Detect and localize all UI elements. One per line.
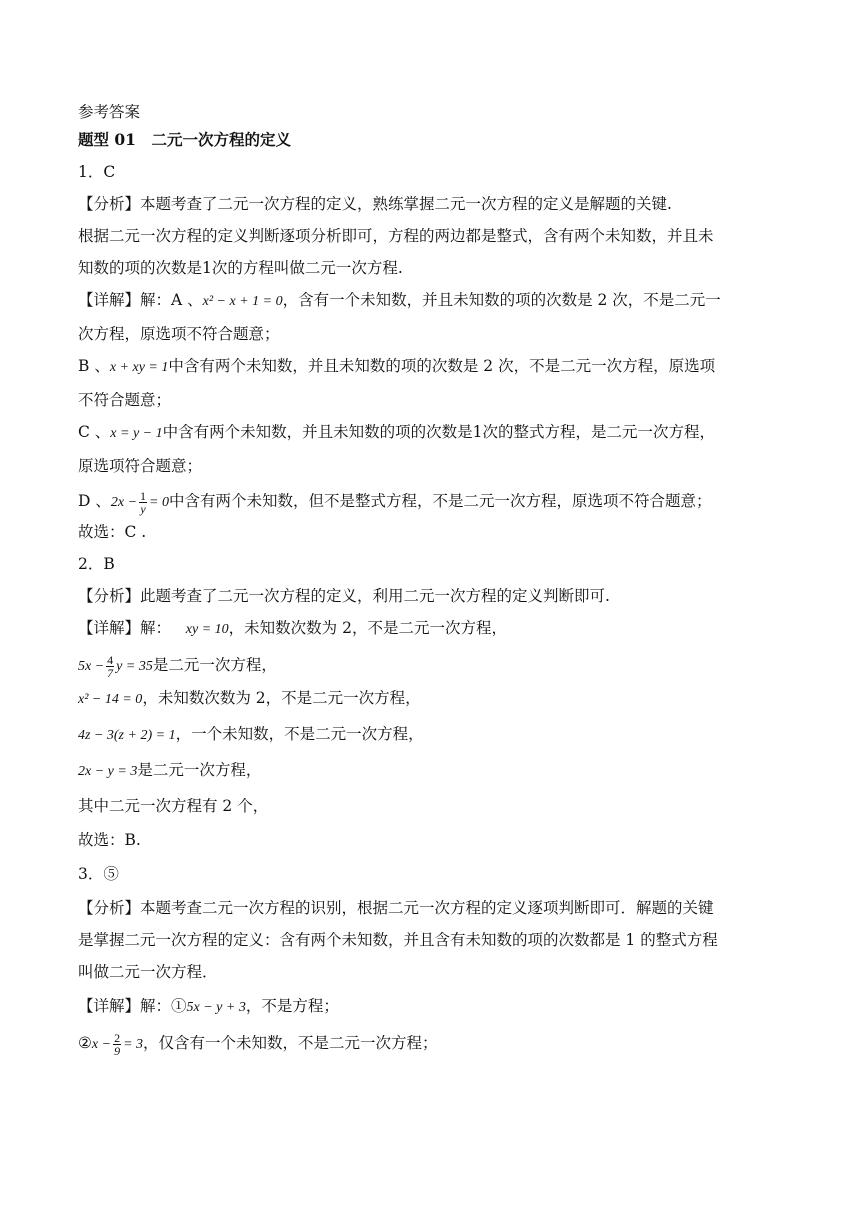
frac-numerator: 2 <box>114 1030 121 1045</box>
q2-math-2b: y = 35 <box>116 659 153 674</box>
q1-detail-d-prefix: D 、 <box>78 492 111 510</box>
q2-line-2 <box>78 650 788 682</box>
q1-analysis-3: 知数的项的次数是1次的方程叫做二元一次方程. <box>78 259 403 277</box>
q2-line-5 <box>78 760 788 782</box>
frac-numerator: 1 <box>140 488 147 503</box>
q1-detail-d-text: 中含有两个未知数，但不是整式方程，不是二元一次方程，原选项不符合题意； <box>168 492 712 510</box>
q2-line-4 <box>78 724 788 746</box>
q1-detail-c-cont: 原选项符合题意； <box>78 457 203 475</box>
q3-analysis-3: 叫做二元一次方程． <box>78 963 218 981</box>
q3-item2-text: ，仅含有一个未知数，不是二元一次方程； <box>143 1034 438 1052</box>
q3-item2-math-a: x − <box>91 1037 112 1052</box>
q3-answer: 3．⑤ <box>78 865 119 883</box>
q1-answer: 1．C <box>78 163 116 181</box>
frac-denominator: y <box>140 501 146 516</box>
q2-text-2: 是二元一次方程， <box>152 656 277 674</box>
q3-analysis: 【分析】本题考查二元一次方程的识别，根据二元一次方程的定义逐项判断即可．解题的关键 <box>78 899 714 917</box>
q1-detail-a-text: ，含有一个未知数，并且未知数的项的次数是 2 次，不是二元一 <box>282 291 721 309</box>
answer-document <box>78 102 788 1060</box>
q1-detail-a-math: x² − x + 1 = 0 <box>202 294 283 309</box>
q1-detail-d-math-a: 2x − <box>110 495 138 510</box>
q1-detail-c <box>78 422 788 444</box>
q1-detail-c-prefix: C 、 <box>78 423 111 441</box>
q2-math-3: x² − 14 = 0 <box>78 692 143 707</box>
frac-denominator: 7 <box>107 665 114 680</box>
q2-detail-math-1: xy = 10 <box>185 622 229 637</box>
q2-math-2a: 5x − <box>78 659 105 674</box>
q1-analysis-2: 根据二元一次方程的定义判断逐项分析即可，方程的两边都是整式，含有两个未知数，并且未 <box>78 227 714 245</box>
q1-analysis: 【分析】本题考查了二元一次方程的定义，熟练掌握二元一次方程的定义是解题的关键. <box>78 195 672 213</box>
frac-numerator: 4 <box>107 652 114 667</box>
q2-conclusion: 故选：B. <box>78 831 141 849</box>
q1-detail-a-prefix: 【详解】解：A 、 <box>78 291 203 309</box>
q1-detail-d-math-b: = 0 <box>149 495 169 510</box>
q2-answer: 2．B <box>78 555 115 573</box>
q1-detail-b-math: x + xy = 1 <box>109 360 169 375</box>
header: 参考答案 <box>78 103 141 121</box>
frac-denominator: 9 <box>114 1043 121 1058</box>
q1-detail-c-text: 中含有两个未知数，并且未知数的项的次数是1次的整式方程，是二元一次方程， <box>162 423 715 441</box>
q2-math-4: 4z − 3(z + 2) = 1 <box>78 728 176 743</box>
q2-detail-1 <box>78 618 788 640</box>
q3-item2-fraction <box>113 1032 121 1057</box>
q2-text-3: ，未知数次数为 2，不是二元一次方程， <box>142 689 421 707</box>
q3-detail-math-1: 5x − y + 3 <box>186 1000 246 1015</box>
q3-item2-prefix: ② <box>78 1034 92 1052</box>
q3-detail-prefix: 【详解】解：① <box>78 997 187 1015</box>
q1-detail-a <box>78 290 788 312</box>
q2-math-5: 2x − y = 3 <box>78 764 138 779</box>
q3-analysis-2: 是掌握二元一次方程的定义：含有两个未知数，并且含有未知数的项的次数都是 1 的整式方程 <box>78 931 718 949</box>
q1-detail-d <box>78 486 788 518</box>
q3-detail-1 <box>78 996 788 1018</box>
q2-fraction <box>106 654 114 679</box>
q1-detail-d-fraction <box>139 490 147 515</box>
q3-item2-math-b: = 3 <box>123 1037 144 1052</box>
q1-detail-a-cont: 次方程，原选项不符合题意； <box>78 325 280 343</box>
q1-detail-b <box>78 356 788 378</box>
q1-detail-c-math: x = y − 1 <box>110 426 163 441</box>
q2-summary: 其中二元一次方程有 2 个， <box>78 797 269 815</box>
q3-item-2 <box>78 1028 788 1060</box>
q3-detail-text-1: ，不是方程； <box>245 997 339 1015</box>
q1-detail-b-text: 中含有两个未知数，并且未知数的项的次数是 2 次，不是二元一次方程，原选项 <box>168 357 716 375</box>
q1-conclusion: 故选：C . <box>78 523 147 541</box>
q2-text-5: 是二元一次方程， <box>137 761 262 779</box>
q2-text-4: ，一个未知数，不是二元一次方程， <box>175 725 424 743</box>
q2-analysis: 【分析】此题考查了二元一次方程的定义，利用二元一次方程的定义判断即可. <box>78 587 610 605</box>
q1-detail-b-cont: 不符合题意； <box>78 391 172 409</box>
q2-line-3 <box>78 688 788 710</box>
section-title: 题型 01 二元一次方程的定义 <box>78 130 291 149</box>
q2-detail-prefix: 【详解】解： <box>78 619 172 637</box>
q2-detail-text-1: ，未知数次数为 2，不是二元一次方程， <box>228 619 507 637</box>
q1-detail-b-prefix: B 、 <box>78 357 110 375</box>
